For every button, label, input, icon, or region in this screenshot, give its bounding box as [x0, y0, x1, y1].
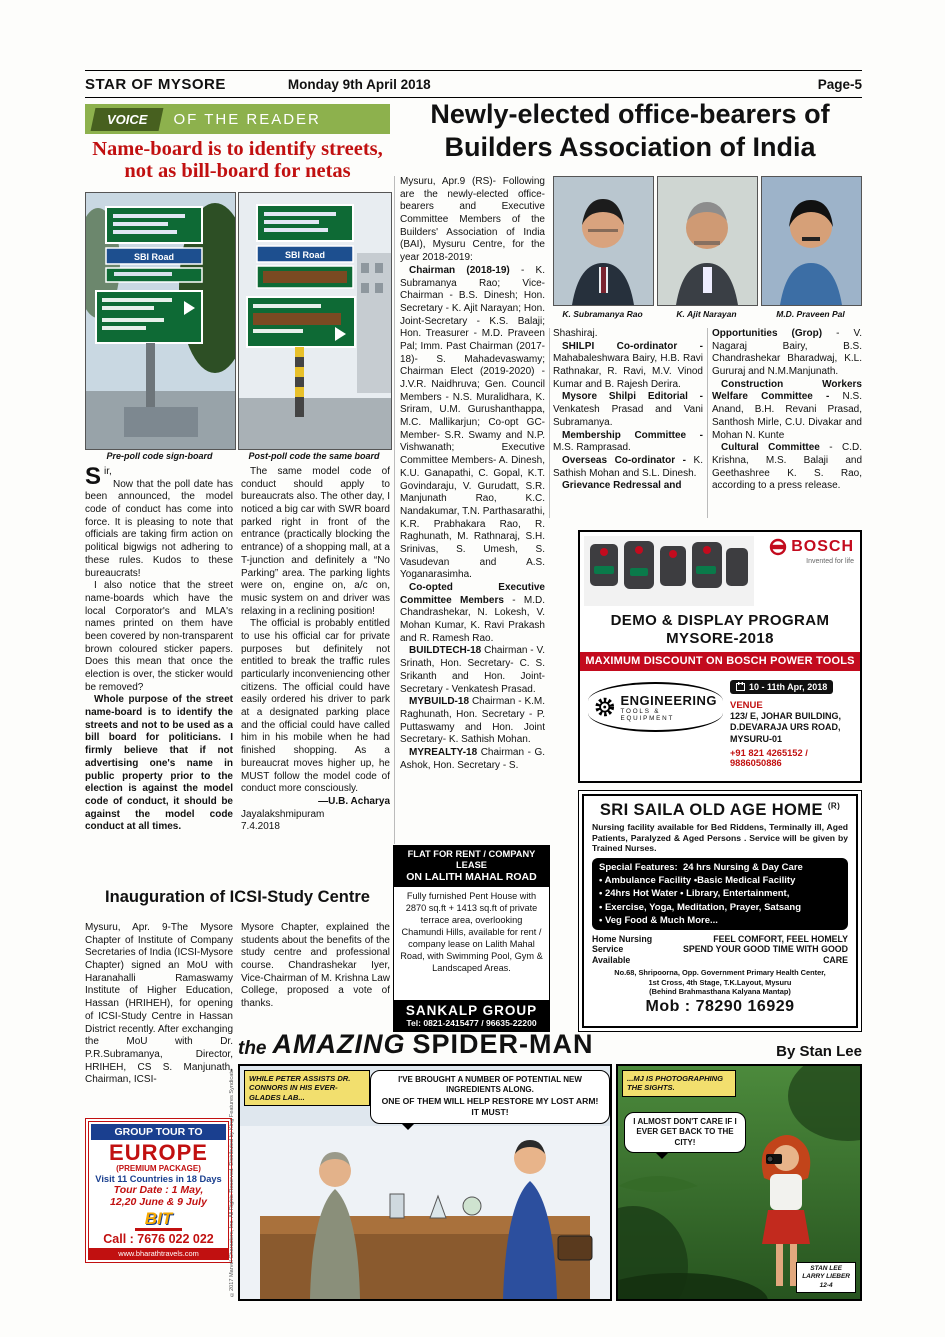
europe-title: EUROPE	[109, 1140, 208, 1165]
comic-panel-1	[238, 1064, 612, 1301]
bai-headline-line2: Builders Association of India	[444, 131, 816, 162]
letter-signature-place: Jayalakshmipuram	[241, 808, 325, 820]
signboard-sbi-road-text: SBI Road	[133, 252, 175, 262]
bosch-venue-block	[730, 700, 858, 768]
paragraph: Overseas Co-ordinator - K. Sathish Mohan and S.L. Dinesh.	[553, 454, 703, 479]
paragraph: Mysore Chapter, explained the students about the benefits of the study centre and professional course. Chandrashekar Iyer, Vice-Chairman of M. Krishna Law College, proposed a vote of thanks.	[241, 922, 390, 1010]
sri-saila-services-row	[592, 934, 848, 966]
feel-comfort-line2: SPEND YOUR GOOD TIME WITH GOOD CARE	[682, 944, 848, 965]
bosch-phone: +91 821 4265152 / 9886050886	[730, 747, 808, 768]
power-tools-image	[584, 536, 754, 606]
icsi-column-1	[85, 922, 233, 1116]
venue-line3: MYSURU-01	[730, 733, 783, 744]
bosch-ad-title1: DEMO & DISPLAY PROGRAM	[610, 612, 830, 629]
pre-poll-signboard-photo	[85, 192, 236, 450]
venue-line1: 123/ E, JOHAR BUILDING,	[730, 711, 842, 721]
flat-ad-title	[394, 846, 549, 887]
europe-website: www.bharathtravels.com	[89, 1248, 228, 1260]
comic-byline: By Stan Lee	[776, 1043, 862, 1060]
flat-title-line2: ON LALITH MAHAL ROAD	[406, 871, 537, 884]
page-number: Page-5	[817, 76, 862, 92]
signboard-sbi-road-text: SBI Road	[284, 250, 326, 260]
bai-column-2	[553, 328, 703, 520]
credit-line2: LARRY LIEBER	[802, 1273, 850, 1281]
paragraph: The same model code of conduct should apply to bureaucrats also. The other day, I noticed a big car with SWR board parked right in front of the entrance (practically blocking the entrance) of a shopping mall, at a T-junction and definitely a “No Parking” area. The parking lights were on, engine on, a/c on, music system on and driver was relaxing in a reclining position!	[241, 466, 390, 617]
feature-line: • 24hrs Hot Water • Library, Entertainment,	[599, 888, 790, 900]
feature-line: • Ambulance Facility •Basic Medical Facility	[599, 875, 796, 887]
paragraph: Construction Workers Welfare Committee - N.S. Anand, B.H. Revani Prasad, Santhosh Mirle, C.U. Divakar and Mohan N. Kunte	[712, 378, 862, 441]
page-header	[85, 70, 862, 98]
paragraph: MYREALTY-18 Chairman - G. Ashok, Hon. Secretary - S.	[400, 746, 545, 771]
comic-title-row	[238, 1022, 862, 1060]
letter-headline-line2: not as bill-board for netas	[124, 159, 351, 182]
caption-post-poll: Post-poll code the same board	[248, 451, 380, 461]
dealer-name: ENGINEERING	[620, 692, 717, 708]
photo-name-1: K. Subramanya Rao	[562, 309, 643, 319]
home-nursing-line2: Service Available	[592, 944, 631, 965]
sankalp-brand: SANKALP GROUP	[405, 1003, 538, 1018]
comic-speech-bubble-2: I ALMOST DON'T CARE IF I EVER GET BACK TO THE CITY!	[624, 1112, 746, 1153]
post-poll-signboard-photo	[238, 192, 392, 450]
voice-banner-rest: OF THE READER	[173, 110, 321, 128]
paragraph: Mysore Shilpi Editorial - Venkatesh Prasad and Vani Subramanya.	[553, 391, 703, 428]
paragraph: Co-opted Executive Committee Members - M.D. Chandrashekar, N. Lokesh, V. Mohan Kumar, K. Ravi Prakash and R. Ramesh Rao.	[400, 582, 545, 644]
sri-saila-features-box	[592, 858, 848, 930]
bosch-logo	[758, 538, 854, 565]
bosch-ad-title2: MYSORE-2018	[666, 630, 774, 647]
address-line2: 1st Cross, 4th Stage, T.K.Layout, Mysuru	[648, 977, 792, 987]
features-head: 24 hrs Nursing & Day Care	[682, 862, 803, 874]
features-label: Special Features:	[599, 862, 678, 874]
flat-title-line1: FLAT FOR RENT / COMPANY LEASE	[407, 849, 536, 871]
letter-headline	[85, 139, 390, 182]
paragraph: I also notice that the street name-boards which have the local Corporator's and MLA's names printed on them have been covered by non-transparent brown coloured sticker papers. Does this mean that once the election is over, the sticker would be removed?	[85, 580, 233, 693]
paragraph: MYBUILD-18 Chairman - K.M. Raghunath, Hon. Secretary - P. Puttaswamy and Hon. Joint Secretary- K. Sathish Mohan.	[400, 696, 545, 746]
bai-column-3	[712, 328, 862, 520]
paragraph: BUILDTECH-18 Chairman - V. Srinath, Hon. Secretary- C. S. Srikanth and Hon. Joint-Secretary - Venkatesh Prasad.	[400, 645, 545, 695]
comic-panel-2	[616, 1064, 862, 1301]
signboard-illustration	[86, 193, 235, 449]
credit-line3: 12-4	[819, 1281, 833, 1289]
bosch-tagline: Invented for life	[806, 558, 854, 565]
europe-call-number: Call : 7676 022 022	[103, 1232, 214, 1247]
signboard-illustration	[239, 193, 391, 449]
letter-salutation: Sir,	[85, 466, 112, 490]
bubble1-line2: ONE OF THEM WILL HELP RESTORE MY LOST ARM! IT MUST!	[381, 1095, 599, 1118]
photo-k-subramanya-rao	[553, 176, 654, 306]
sri-saila-title: SRI SAILA OLD AGE HOME $^{(R)}$	[599, 801, 841, 819]
flat-for-rent-ad	[393, 845, 550, 1032]
paragraph: Chairman (2018-19) - K. Subramanya Rao; Vice-Chairman - B.S. Dinesh; Hon. Secretary - K. Ajit Narayan; Hon. Joint-Secretary - K.S. Balaji; Hon. Treasurer - M.D. Praveen Pal; Imm. Past Chairman (2017-18)- S. Mahadevaswamy; Chairman Elect (2019-2020) - J.V.R. Naidhruva; Gen. Council Members - N.S. Muralidhara, K. Sriram, U.M. Gurushanthappa, M.C. Mallikarjun; Co-opt GC-Member- S.R. Swamy and N.P. Vishwanath; Executive Committee Members- A. Dinesh, K.U. Ganapathi, C. Gopal, K.T. Govindaraju, V. Gurudatt, S.R. Manjunath Rao, K.C. Nandakumar, T.N. Parthasarathi, K.R. Prabhakara Rao, R. Raghunath, M. Rathnaraj, S.H. Srinivas, S. Umesh, S. Vasudevan and A.S. Yoganarasimha.	[400, 264, 545, 581]
credit-line1: STAN LEE	[810, 1264, 842, 1272]
paragraph: Shashiraj.	[553, 328, 598, 339]
bai-headline	[398, 98, 862, 164]
bit-travels-logo: BIT	[135, 1210, 182, 1231]
bai-column-1	[400, 176, 545, 844]
comic-speech-bubble-1	[370, 1070, 610, 1124]
icsi-headline: Inauguration of ICSI-Study Centre	[105, 888, 370, 906]
address-line3: (Behind Brahmasthana Kalyana Mantap)	[649, 986, 791, 996]
address-line1: No.68, Shripoorna, Opp. Government Primary Health Center,	[614, 968, 826, 978]
registered-mark: (R)	[827, 801, 841, 811]
paragraph: Membership Committee - M.S. Ramprasad.	[553, 429, 703, 454]
europe-ad-topbar: GROUP TOUR TO	[91, 1124, 226, 1140]
comic-copyright: ©2017 Marvel Characters, Inc. All Rights Reserved. Distributed by King Features Syndicate	[229, 1069, 235, 1297]
europe-tour-ad	[85, 1118, 232, 1263]
sri-saila-ad	[578, 790, 862, 1032]
comic-caption-2: ...MJ IS PHOTOGRAPHING THE SIGHTS.	[622, 1070, 736, 1097]
comic-caption-1: WHILE PETER ASSISTS DR. CONNORS IN HIS EVER-GLADES LAB...	[244, 1070, 370, 1106]
paragraph: Cultural Committee - C.D. Krishna, M.S. Balaji and Geethashree K. S. Rao, according to a press release.	[712, 442, 862, 492]
feature-line: • Veg Food & Much More...	[599, 914, 718, 926]
europe-tour-date1: Tour Date : 1 May,	[113, 1184, 204, 1196]
venue-line2: D.DEVARAJA URS ROAD,	[730, 722, 841, 733]
paragraph: Opportunities (Grop) - V. Nagaraj Bairy, B.S. Chandrashekar Bharadwaj, K.L. Gururaj and N.M.Manjunath.	[712, 328, 862, 378]
calendar-icon	[736, 682, 745, 691]
headshot-illustration	[658, 177, 757, 305]
sri-saila-address	[592, 968, 848, 996]
letter-headline-line1: Name-board is to identify streets,	[92, 138, 383, 160]
bosch-armature-icon	[769, 538, 787, 556]
bosch-discount-banner: MAXIMUM DISCOUNT ON BOSCH POWER TOOLS	[580, 652, 860, 671]
europe-visit-line: Visit 11 Countries in 18 Days	[95, 1174, 222, 1184]
paragraph: Mysuru, Apr. 9-The Mysore Chapter of Institute of Company Secretaries of India (ICSI-Mysore Chapter) signed an MoU with Haranahalli Ramaswamy Institute of Higher Education, Hassan (HRIHEH), for opening of ICSI-Study Centre in Hassan District recently. After exchanging the MoU with Dr. P.R.Subramanya, Director, HRIHEH, CS S. Manjunath, Chairman, ICSI-	[85, 922, 233, 1086]
paragraph: Whole purpose of the street name-board is to identify the streets and not to be used as a bill board for politicians. I firmly believe that if not advertising one's name in public property prior to the election is against the model code of conduct, it should be against the model code conduct at all times.	[85, 694, 233, 833]
bubble1-line1: I'VE BROUGHT A NUMBER OF POTENTIAL NEW INGREDIENTS ALONG.	[398, 1075, 582, 1095]
headshot-illustration	[554, 177, 653, 305]
comic-credit-box	[796, 1262, 856, 1293]
bosch-dates: 10 - 11th Apr, 2018	[749, 681, 828, 692]
photo-name-3: M.D. Praveen Pal	[776, 309, 845, 319]
paragraph: The official is probably entitled to use his official car for private purposes but definitely not entitled to break the traffic rules particularly inconveniencing other citizens. The official could have easily ordered his driver to park at a designated parking place and the official could have called him in his mobile when he had finished shopping. As a bureaucrat moves higher up, he MUST follow the model code of conduct more consciously.	[241, 618, 390, 795]
venue-label: VENUE	[730, 700, 763, 711]
photo-md-praveen-pal	[761, 176, 862, 306]
issue-date: Monday 9th April 2018	[287, 76, 431, 92]
letter-column-1	[85, 466, 233, 882]
caption-pre-poll: Pre-poll code sign-board	[106, 451, 213, 461]
letter-signature: —U.B. Acharya	[318, 795, 390, 807]
flat-ad-body: Fully furnished Pent House with 2870 sq.ft + 1413 sq.ft of private terrace area, overlooking Chamundi Hills, available for rent / company lease on Lalith Mahal Road, with Swimming Pool, Gym & Landscaped Areas.	[400, 890, 543, 973]
paragraph: Now that the poll date has been announced, the model code of conduct has come into force. It is pleasing to note that officials are taking firm action on political bigwigs not adhering to these rules. Kudos to these bureaucrats!	[85, 478, 233, 579]
headshot-illustration	[762, 177, 861, 305]
bosch-ad	[578, 530, 862, 783]
voice-label: VOICE	[91, 108, 164, 131]
column-divider	[707, 328, 708, 518]
comic-title-amazing: AMAZING	[272, 1029, 406, 1059]
bai-headline-line1: Newly-elected office-bearers of	[430, 99, 830, 129]
photo-name-2: K. Ajit Narayan	[676, 309, 737, 319]
letter-signature-date: 7.4.2018	[241, 821, 280, 833]
sri-saila-mobile: Mob : 78290 16929	[645, 998, 795, 1016]
masthead: STAR OF MYSORE	[85, 75, 226, 93]
paragraph: Mysuru, Apr.9 (RS)- Following are the newly-elected office-bearers and Executive Committee Members of the Builders' Association of India (BAI), Mysuru Centre, for the year 2018-2019:	[400, 176, 545, 264]
europe-subtitle: (PREMIUM PACKAGE)	[116, 1164, 201, 1173]
feel-comfort-line1: FEEL COMFORT, FEEL HOMELY	[713, 933, 848, 944]
comic-title-the: the	[238, 1038, 267, 1059]
feature-line: • Exercise, Yoga, Meditation, Prayer, Satsang	[599, 901, 802, 913]
photo-k-ajit-narayan	[657, 176, 758, 306]
comic-title-spiderman: SPIDER-MAN	[412, 1029, 594, 1059]
letter-column-2	[241, 466, 390, 886]
bosch-brand: BOSCH	[791, 538, 854, 555]
bosch-date-pill	[730, 678, 833, 696]
dealer-logo	[588, 682, 723, 732]
spiderman-comic	[229, 1022, 862, 1305]
paragraph: Grievance Redressal and	[562, 480, 682, 492]
home-nursing-line1: Home Nursing	[592, 933, 653, 944]
europe-tour-date2: 12,20 June & 9 July	[110, 1196, 207, 1209]
sri-saila-intro: Nursing facility available for Bed Riddens, Terminally ill, Aged Patients, Paralyzed & Aged Persons . Service will be given by Trained Nurses.	[592, 822, 848, 854]
sankalp-phone: Tel: 0821-2415477 / 96635-22200	[406, 1018, 537, 1028]
paragraph: SHILPI Co-ordinator - Mahabaleshwara Bairy, H.B. Ravi Rathnakar, R. Ravi, M.V. Vinod Kumar and B. Rajesh Derira.	[553, 340, 703, 390]
gear-icon	[594, 692, 615, 722]
dropcap: S	[85, 466, 102, 490]
voice-of-the-reader-banner	[85, 104, 390, 134]
dealer-subname: TOOLS & EQUIPMENT	[620, 707, 675, 722]
column-divider	[394, 176, 395, 844]
column-divider	[549, 328, 550, 518]
